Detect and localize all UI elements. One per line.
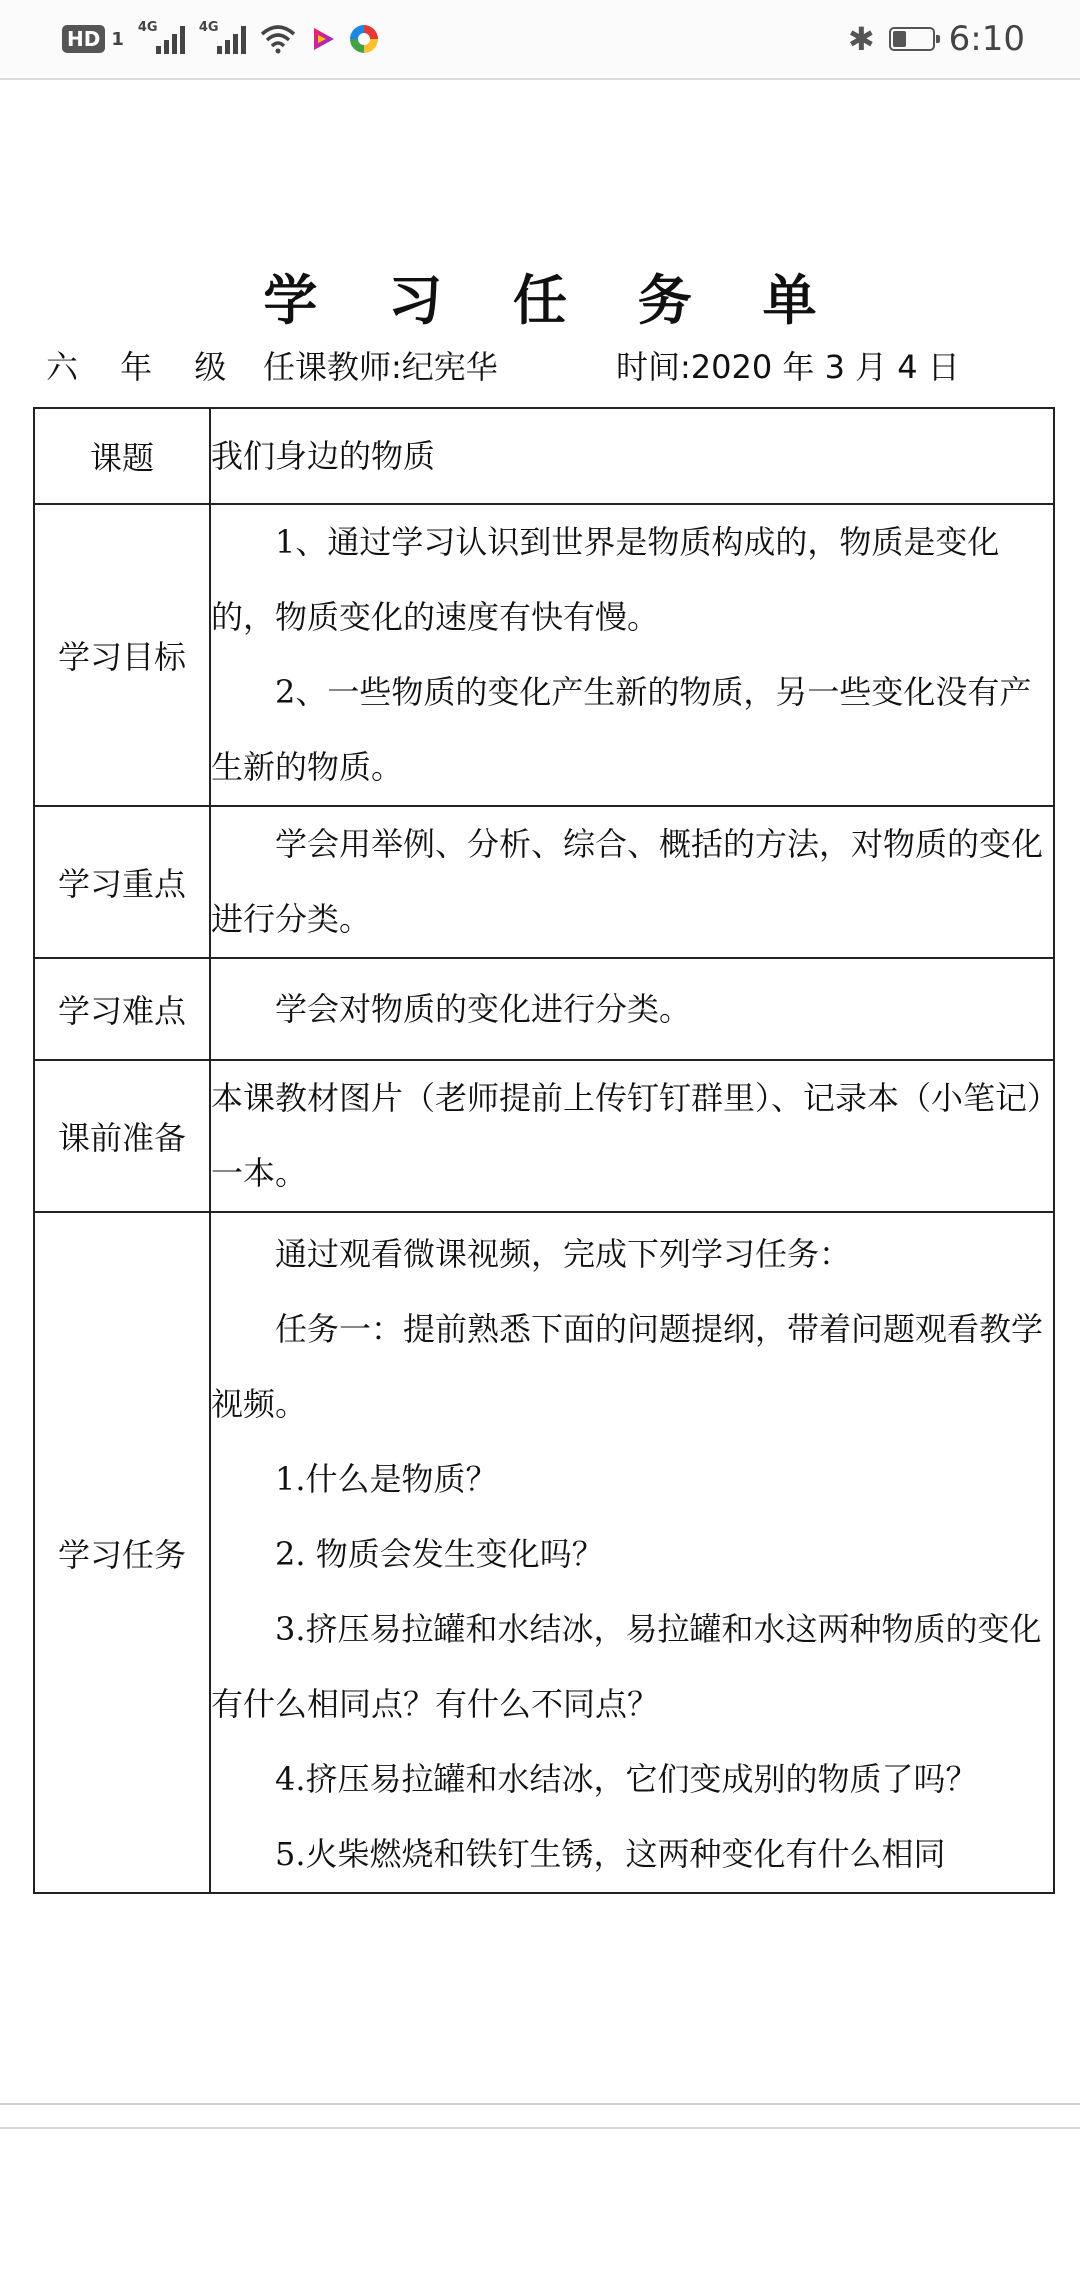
network-type-label: 4G: [198, 20, 219, 35]
table-row-difficulties: [34, 958, 1054, 1060]
status-bar: [0, 0, 1080, 80]
difficulties-content: [210, 958, 1054, 1060]
signal-icon-2: [198, 20, 246, 54]
question-item: 2. 物质会发生变化吗？: [275, 1535, 604, 1573]
battery-icon: [889, 27, 935, 51]
row-label: 学习目标: [34, 504, 210, 806]
row-label: 学习难点: [34, 958, 210, 1060]
key-points-text: 学会用举例、分析、综合、概括的方法，对物质的变化进行分类。: [211, 825, 1044, 938]
tasks-intro: 通过观看微课视频，完成下列学习任务：: [275, 1235, 852, 1273]
teacher-label: 任课教师:纪宪华: [263, 348, 498, 386]
divider: [0, 2103, 1080, 2105]
difficulties-text: 学会对物质的变化进行分类。: [275, 989, 692, 1028]
network-type-label: 4G: [137, 20, 158, 35]
status-bar-right: [848, 19, 1025, 59]
document-meta: [0, 342, 1080, 392]
table-row-topic: [34, 408, 1054, 504]
topic-text: 我们身边的物质: [210, 408, 1054, 504]
clock: 6:10: [948, 19, 1025, 59]
page-title: 学 习 任 务 单: [263, 269, 843, 332]
hd-voice-badge: HD: [62, 25, 105, 53]
wifi-icon: [260, 24, 296, 54]
battery-level: [893, 31, 906, 47]
task-one: 任务一：提前熟悉下面的问题提纲，带着问题观看教学视频。: [211, 1310, 1044, 1423]
hd-voice-sub: 1: [111, 28, 124, 50]
row-label: 学习重点: [34, 806, 210, 958]
row-label: 学习任务: [34, 1212, 210, 1893]
bluetooth-icon: ✱: [847, 20, 875, 58]
question-item: 1.什么是物质？: [275, 1460, 498, 1498]
app-icon: [350, 25, 378, 53]
table-row-preparation: [34, 1060, 1054, 1212]
divider: [0, 2127, 1080, 2129]
row-label: 课题: [34, 408, 210, 504]
status-bar-left: [62, 20, 378, 54]
tasks-content: [210, 1212, 1054, 1893]
goals-content: [210, 504, 1054, 806]
goal-paragraph: 2、一些物质的变化产生新的物质，另一些变化没有产生新的物质。: [211, 673, 1032, 786]
question-item: 3.挤压易拉罐和水结冰，易拉罐和水这两种物质的变化有什么相同点？有什么不同点？: [211, 1610, 1042, 1723]
grade-label: 六 年 级: [46, 348, 243, 386]
signal-icon-1: [137, 20, 185, 54]
table-row-key-points: [34, 806, 1054, 958]
table-row-tasks: [34, 1212, 1054, 1893]
question-item: 5.火柴燃烧和铁钉生锈，这两种变化有什么相同: [275, 1835, 946, 1873]
goal-paragraph: 1、通过学习认识到世界是物质构成的，物质是变化的，物质变化的速度有快有慢。: [211, 523, 1000, 636]
date-label: 时间:2020 年 3 月 4 日: [616, 348, 960, 386]
table-row-goals: [34, 504, 1054, 806]
question-item: 4.挤压易拉罐和水结冰，它们变成别的物质了吗？: [275, 1760, 978, 1798]
key-points-content: [210, 806, 1054, 958]
preparation-text: 本课教材图片（老师提前上传钉钉群里）、记录本（小笔记）一本。: [210, 1060, 1054, 1212]
video-play-icon: [310, 26, 336, 52]
task-sheet-table: [33, 407, 1055, 1894]
row-label: 课前准备: [34, 1060, 210, 1212]
